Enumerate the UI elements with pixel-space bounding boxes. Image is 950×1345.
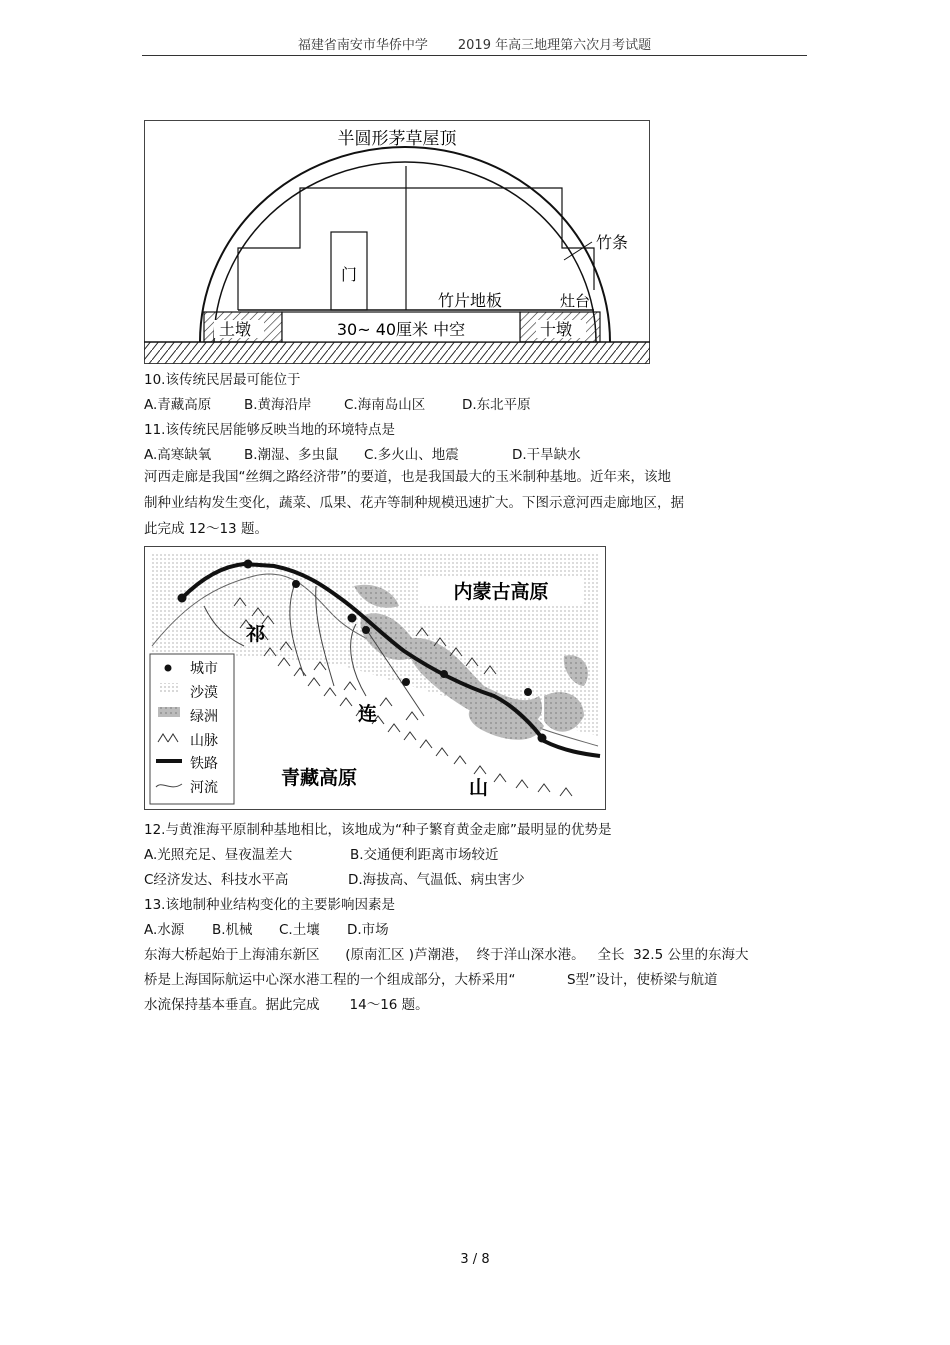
q12-options-row-2 [144, 871, 525, 889]
q10-option-b[interactable]: B.黄海沿岸 [244, 397, 312, 413]
q11-stem: 11.该传统民居能够反映当地的环境特点是 [144, 422, 395, 438]
q10-options [144, 396, 531, 414]
q11-option-c[interactable]: C.多火山、地震 [364, 447, 459, 463]
inner-mongolia-plateau-label: 内蒙古高原 [453, 581, 549, 603]
city [292, 580, 300, 588]
door-label: 门 [340, 265, 358, 284]
q12-option-b[interactable]: B.交通便利距离市场较近 [350, 847, 499, 863]
floor-label: 竹片地板 [437, 291, 503, 310]
qinghai-tibet-plateau-label: 青藏高原 [280, 767, 358, 789]
qilian-label-shan: 山 [469, 777, 489, 799]
legend-oasis: 绿洲 [190, 709, 218, 725]
passage3-line-3: 水流保持基本垂直。据此完成 14～16 题。 [144, 997, 429, 1013]
school-name: 福建省南安市华侨中学 [297, 38, 428, 53]
city [402, 678, 410, 686]
passage3-line-1: 东海大桥起始于上海浦东新区 (原南汇区 )芦潮港， 终于洋山深水港。 全长 32.5 公里的东海大 [144, 947, 749, 963]
legend-mountain: 山脉 [190, 733, 218, 749]
city [244, 560, 253, 569]
q10-option-c[interactable]: C.海南岛山区 [344, 397, 426, 413]
city [440, 670, 448, 678]
q12-option-a[interactable]: A.光照充足、昼夜温差大 [144, 847, 293, 863]
passage2-line-2: 制种业结构发生变化，蔬菜、瓜果、花卉等制种规模迅速扩大。下图示意河西走廊地区，据 [144, 495, 684, 511]
passage2-line-3: 此完成 12～13 题。 [144, 521, 268, 537]
right-pier-label: 十墩 [540, 320, 573, 339]
hollow-label: 30~ 40厘米 中空 [336, 320, 466, 339]
q10-option-d[interactable]: D.东北平原 [462, 397, 531, 413]
map-legend [150, 654, 234, 804]
q13-options [144, 921, 389, 939]
city [362, 626, 370, 634]
city [538, 734, 547, 743]
q12-option-d[interactable]: D.海拔高、气温低、病虫害少 [348, 872, 525, 888]
q11-options [144, 446, 581, 464]
q11-option-d[interactable]: D.干旱缺水 [512, 447, 581, 463]
city [524, 688, 532, 696]
legend-city: 城市 [190, 661, 218, 677]
legend-river: 河流 [190, 780, 218, 796]
left-pier-label: 土墩 [219, 320, 252, 339]
roof-label: 半圆形茅草屋顶 [337, 129, 457, 149]
q10-stem: 10.该传统民居最可能位于 [144, 372, 301, 388]
q11-option-b[interactable]: B.潮湿、多虫鼠 [244, 447, 339, 463]
q11-option-a[interactable]: A.高寒缺氧 [144, 447, 212, 463]
q12-option-c[interactable]: C经济发达、科技水平高 [144, 872, 289, 888]
header-rule [142, 55, 807, 56]
q13-option-c[interactable]: C.土壤 [279, 922, 320, 938]
page-number: 3 / 8 [460, 1252, 490, 1267]
dwelling-diagram [144, 120, 650, 364]
q13-option-a[interactable]: A.水源 [144, 922, 185, 938]
ground-hatch [144, 342, 650, 364]
page-header [142, 34, 807, 53]
q13-option-d[interactable]: D.市场 [347, 922, 389, 938]
bamboo-strip-label: 竹条 [596, 233, 629, 252]
hexi-corridor-map [144, 546, 606, 810]
qilian-label-qi: 祁 [246, 623, 266, 645]
city [178, 594, 187, 603]
q12-options-row-1 [144, 846, 499, 864]
legend-railway: 铁路 [190, 756, 218, 772]
stove-label: 灶台 [560, 292, 591, 310]
legend-desert: 沙漠 [190, 685, 218, 701]
exam-title: 2019 年高三地理第六次月考试题 [457, 38, 652, 53]
passage3-line-2: 桥是上海国际航运中心深水港工程的一个组成部分，大桥采用“ S型”设计，使桥梁与航道 [144, 972, 718, 988]
city [348, 614, 357, 623]
passage2-line-1: 河西走廊是我国“丝绸之路经济带”的要道，也是我国最大的玉米制种基地。近年来，该地 [144, 469, 671, 485]
q13-stem: 13.该地制种业结构变化的主要影响因素是 [144, 897, 395, 913]
q13-option-b[interactable]: B.机械 [212, 922, 253, 938]
qilian-label-lian: 连 [358, 703, 378, 725]
q12-stem: 12.与黄淮海平原制种基地相比，该地成为“种子繁育黄金走廊”最明显的优势是 [144, 822, 612, 838]
q10-option-a[interactable]: A.青藏高原 [144, 397, 212, 413]
